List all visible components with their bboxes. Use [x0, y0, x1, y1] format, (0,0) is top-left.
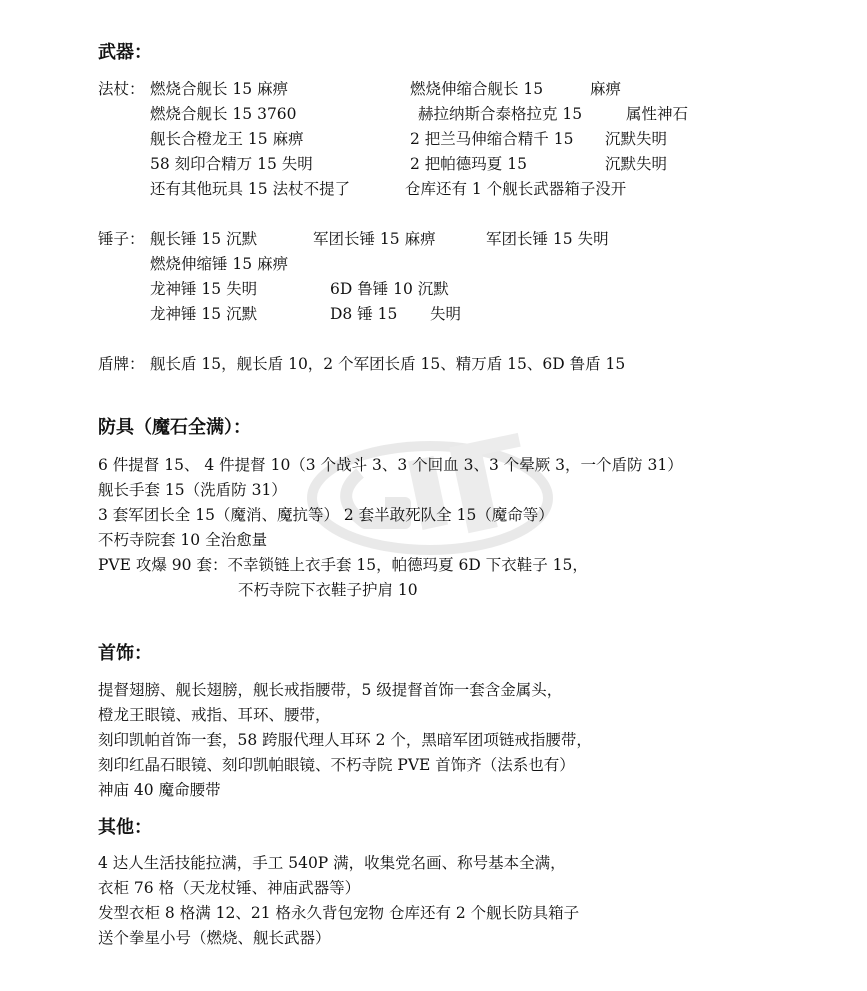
accessories-line-5: 神庙 40 魔命腰带 — [98, 781, 221, 799]
hammer-row-3-a: 龙神锤 15 失明 — [150, 280, 258, 298]
hammer-row-4-a: 龙神锤 15 沉默 — [150, 305, 258, 323]
armor-heading: 防具（魔石全满）： — [98, 417, 251, 438]
staff-row-4-b: 2 把帕德玛夏 15 — [410, 155, 527, 173]
staff-label: 法杖： — [98, 80, 145, 98]
armor-line-6: 不朽寺院下衣鞋子护肩 10 — [238, 581, 418, 599]
hammer-row-4-c: 失明 — [430, 305, 462, 323]
staff-row-2-b: 赫拉纳斯合泰格拉克 15 — [418, 105, 583, 123]
accessories-line-1: 提督翅膀、舰长翅膀，舰长戒指腰带，5 级提督首饰一套含金属头， — [98, 681, 563, 699]
hammer-row-1-b: 军团长锤 15 麻痹 — [313, 230, 436, 248]
accessories-line-4: 刻印红晶石眼镜、刻印凯帕眼镜、不朽寺院 PVE 首饰齐（法系也有） — [98, 756, 575, 774]
armor-line-2: 舰长手套 15（洗盾防 31） — [98, 481, 287, 499]
hammer-label: 锤子： — [98, 230, 145, 248]
staff-row-1-b: 燃烧伸缩合舰长 15 — [410, 80, 544, 98]
weapons-heading: 武器： — [98, 42, 152, 63]
staff-row-4-c: 沉默失明 — [605, 155, 668, 173]
shield-label: 盾牌： — [98, 355, 145, 373]
staff-row-3-c: 沉默失明 — [605, 130, 668, 148]
staff-row-5-b: 仓库还有 1 个舰长武器箱子没开 — [405, 180, 627, 198]
other-line-3: 发型衣柜 8 格满 12、21 格永久背包宠物 仓库还有 2 个舰长防具箱子 — [98, 904, 580, 922]
staff-row-5-a: 还有其他玩具 15 法杖不提了 — [150, 180, 351, 198]
staff-row-1-c: 麻痹 — [590, 80, 622, 98]
accessories-heading: 首饰： — [98, 643, 152, 664]
staff-row-1-a: 燃烧合舰长 15 麻痹 — [150, 80, 289, 98]
hammer-row-3-b: 6D 鲁锤 10 沉默 — [330, 280, 449, 298]
staff-row-2-a: 燃烧合舰长 15 3760 — [150, 105, 297, 123]
hammer-row-4-b: D8 锤 15 — [330, 305, 398, 323]
armor-line-4: 不朽寺院套 10 全治愈量 — [98, 531, 268, 549]
staff-row-3-a: 舰长合橙龙王 15 麻痹 — [150, 130, 304, 148]
other-line-4: 送个拳星小号（燃烧、舰长武器） — [98, 929, 331, 947]
staff-row-2-c: 属性神石 — [626, 105, 689, 123]
armor-line-1: 6 件提督 15、 4 件提督 10（3 个战斗 3、3 个回血 3、3 个晕厥 3，一个盾防 31） — [98, 456, 683, 474]
hammer-row-2-a: 燃烧伸缩锤 15 麻痹 — [150, 255, 289, 273]
other-line-1: 4 达人生活技能拉满，手工 540P 满，收集党名画、称号基本全满， — [98, 854, 566, 872]
staff-row-3-b: 2 把兰马伸缩合精千 15 — [410, 130, 574, 148]
armor-line-3: 3 套军团长全 15（魔消、魔抗等） 2 套半敢死队全 15（魔命等） — [98, 506, 554, 524]
accessories-line-2: 橙龙王眼镜、戒指、耳环、腰带， — [98, 706, 331, 724]
watermark-logo-icon — [300, 428, 560, 563]
other-line-2: 衣柜 76 格（天龙杖锤、神庙武器等） — [98, 879, 361, 897]
hammer-row-1-c: 军团长锤 15 失明 — [486, 230, 609, 248]
other-heading: 其他： — [98, 817, 152, 838]
armor-line-5: PVE 攻爆 90 套：不幸锁链上衣手套 15，帕德玛夏 6D 下衣鞋子 15， — [98, 556, 588, 574]
shield-text: 舰长盾 15，舰长盾 10，2 个军团长盾 15、精万盾 15、6D 鲁盾 15 — [150, 355, 626, 373]
staff-row-4-a: 58 刻印合精万 15 失明 — [150, 155, 313, 173]
hammer-row-1-a: 舰长锤 15 沉默 — [150, 230, 258, 248]
accessories-line-3: 刻印凯帕首饰一套，58 跨服代理人耳环 2 个，黑暗军团项链戒指腰带， — [98, 731, 592, 749]
